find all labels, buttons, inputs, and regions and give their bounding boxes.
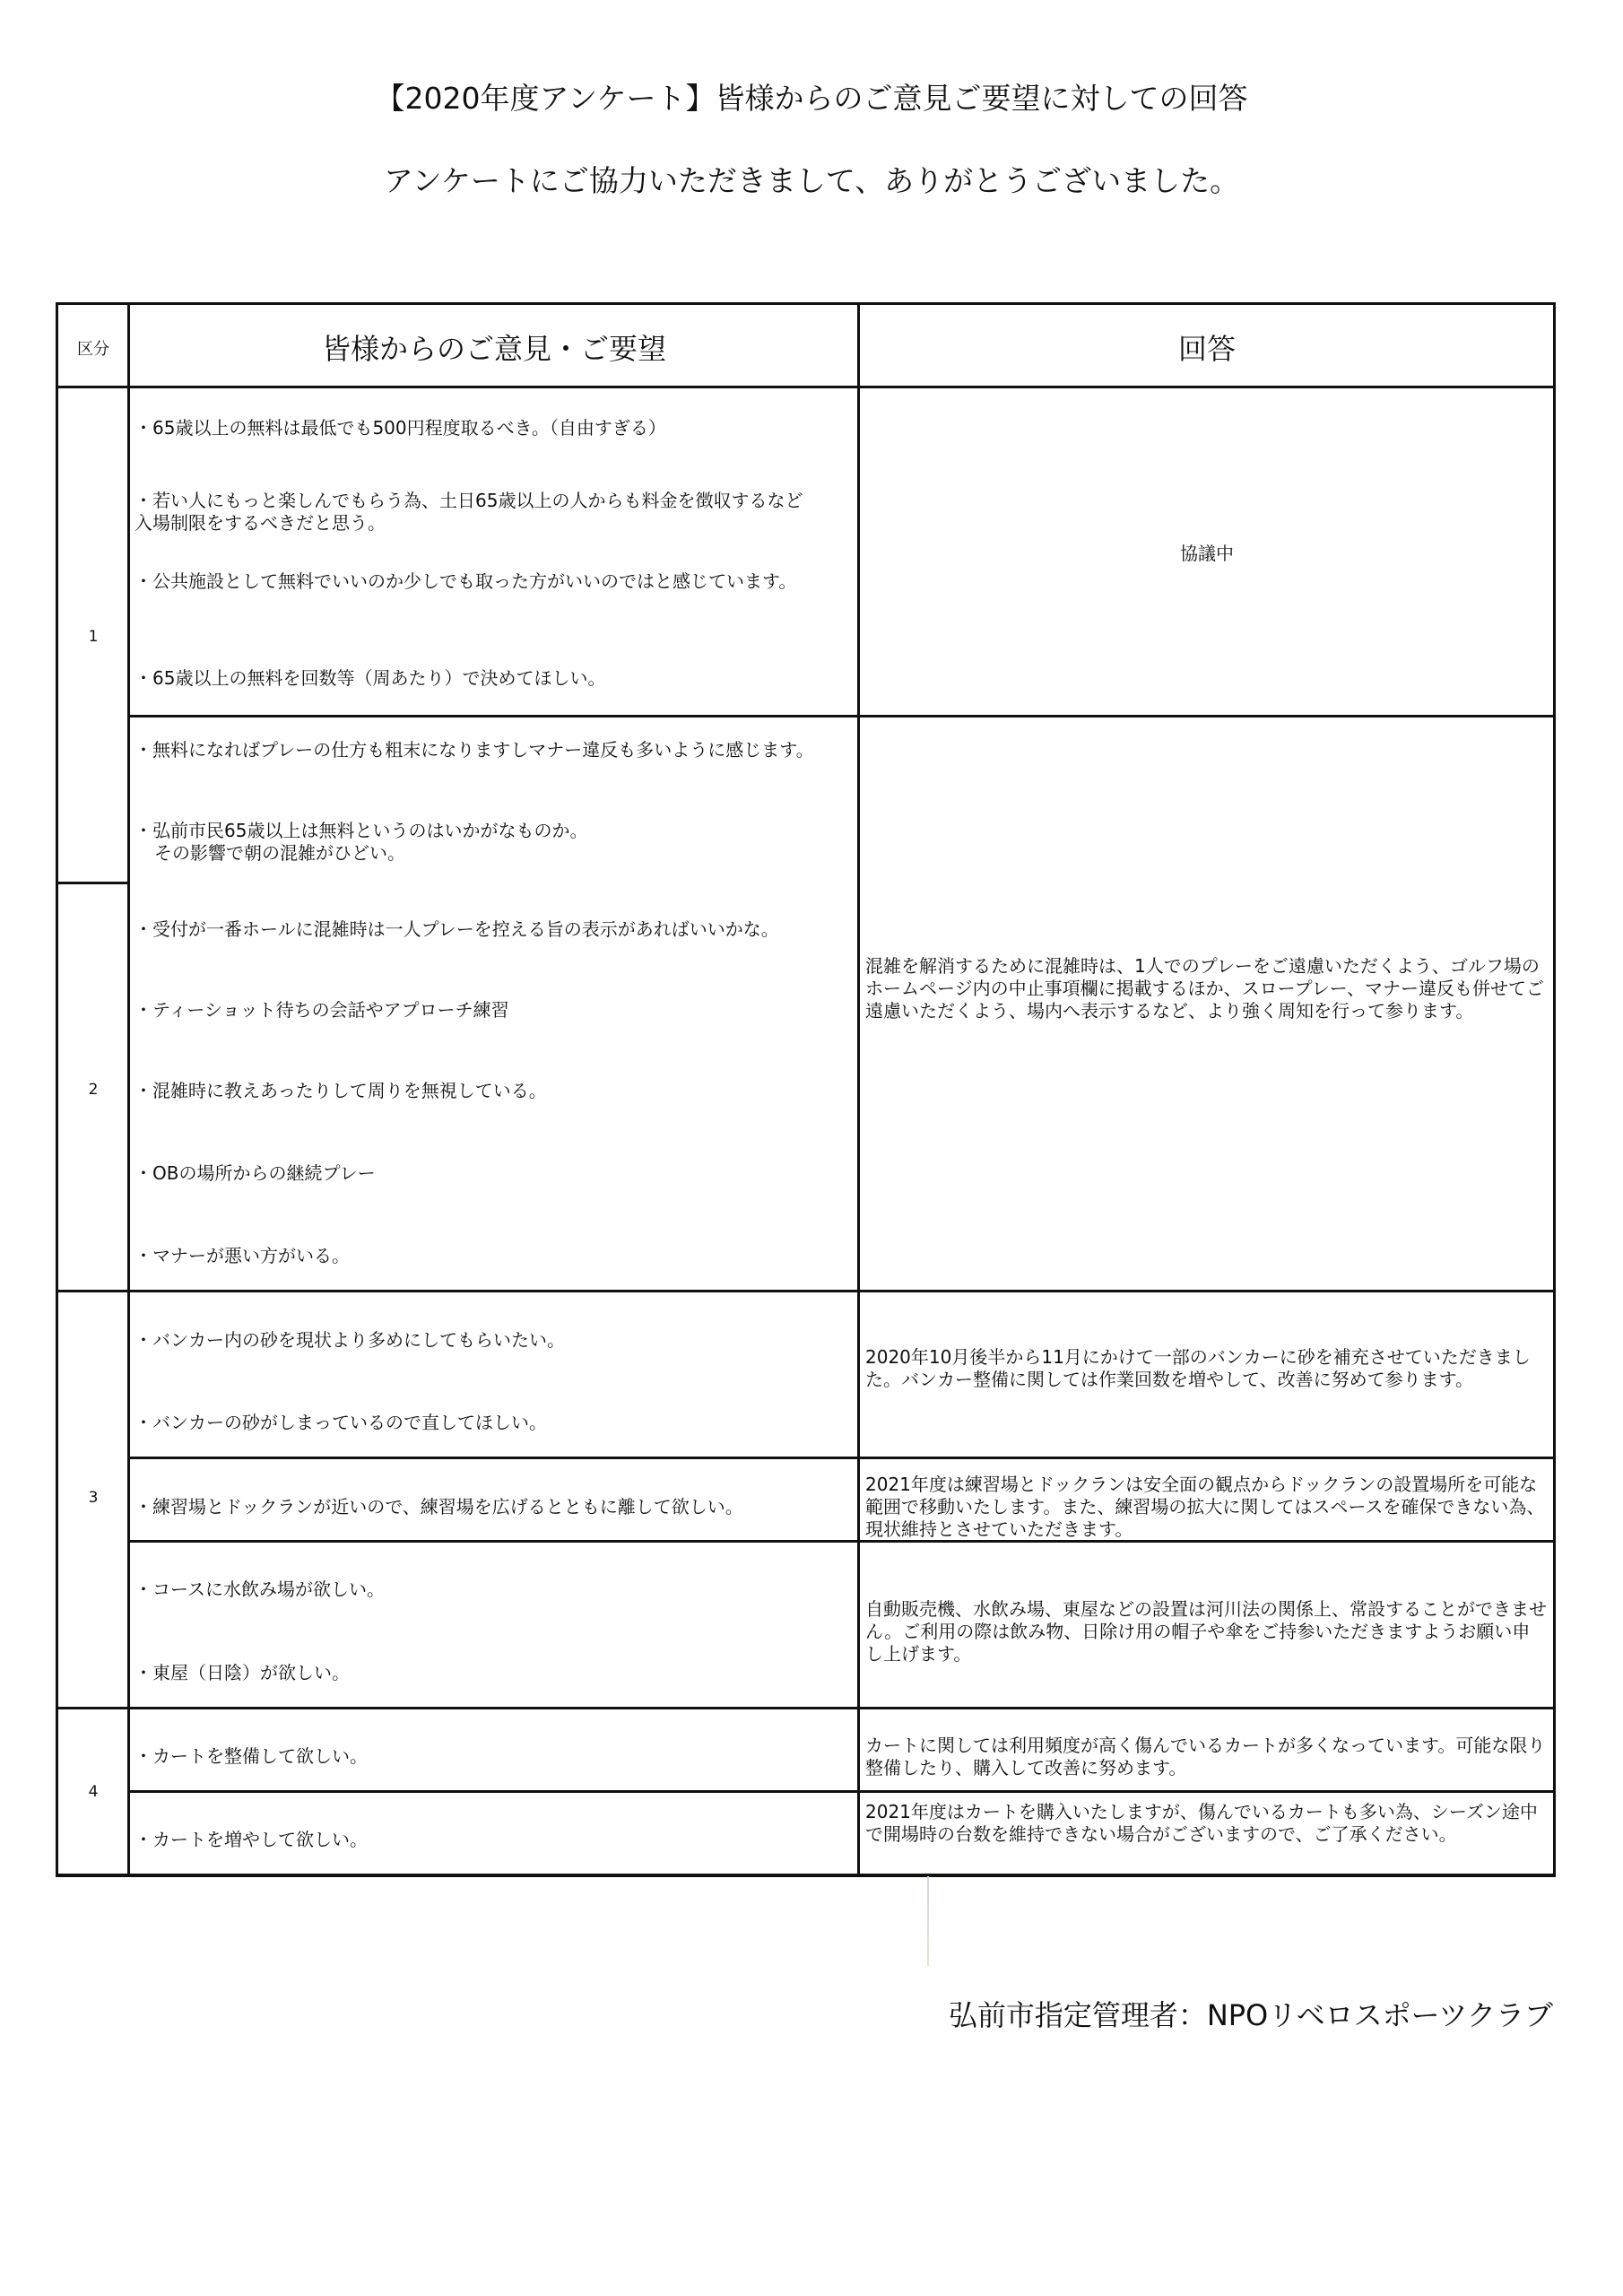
document-title: 【2020年度アンケート】皆様からのご意見ご要望に対しての回答 (375, 81, 1248, 116)
footer-organization: 弘前市指定管理者：NPOリベロスポーツクラブ (948, 1998, 1553, 2032)
answer-text: カートに関しては利用頻度が高く傷んでいるカートが多くなっています。可能な限り整備したり、購入して改善に努めます。 (865, 1735, 1546, 1779)
row-divider (128, 715, 1556, 718)
opinion-item: ・若い人にもっと楽しんでもらう為、土日65歳以上の人からも料金を徴収するなど 入場制限をするべきだと思う。 (135, 490, 839, 534)
kubun-1: 1 (88, 628, 99, 646)
opinion-item: ・ティーショット待ちの会話やアプローチ練習 (135, 999, 509, 1021)
opinion-item-continuation: その影響で朝の混雑がひどい。 (154, 842, 405, 864)
kubun-3: 3 (88, 1489, 99, 1507)
opinion-item: ・OBの場所からの継続プレー (135, 1162, 376, 1184)
opinion-item: ・バンカー内の砂を現状より多めにしてもらいたい。 (135, 1329, 565, 1351)
opinion-item: ・弘前市民65歳以上は無料というのはいかがなものか。 (135, 820, 588, 841)
header-divider (56, 386, 1556, 388)
column-divider (857, 302, 860, 1876)
answer-text: 2021年度は練習場とドックランは安全面の観点からドックランの設置場所を可能な範囲で移動いたします。また、練習場の拡大に関してはスペースを確保できない為、現状維持とさせていただきます。 (865, 1474, 1545, 1540)
document-subtitle: アンケートにご協力いただきまして、ありがとうございました。 (383, 163, 1240, 198)
opinion-item: ・バンカーの砂がしまっているので直してほしい。 (135, 1412, 547, 1433)
answer-text: 2021年度はカートを購入いたしますが、傷んでいるカートも多い為、シーズン途中で開場時の台数を維持できない場合がございますので、ご了承ください。 (865, 1801, 1538, 1845)
opinion-item: ・混雑時に教えあったりして周りを無視している。 (135, 1080, 547, 1101)
row-divider (56, 1707, 1556, 1709)
row-divider (128, 1457, 1556, 1459)
answer-text: 混雑を解消するために混雑時は、1人でのプレーをご遠慮いただくよう、ゴルフ場のホームページ内の中止事項欄に掲載するほか、スロープレー、マナー違反も併せてご遠慮いただくよう、場内へ表示するなど、より強く周知を行って参ります。 (865, 955, 1544, 1022)
opinion-item: ・公共施設として無料でいいのか少しでも取った方がいいのではと感じています。 (135, 570, 797, 592)
header-kubun: 区分 (77, 340, 109, 359)
opinion-item: ・受付が一番ホールに混雑時は一人プレーを控える旨の表示があればいいかな。 (135, 918, 779, 940)
opinion-item: ・カートを増やして欲しい。 (135, 1829, 368, 1850)
opinion-item: ・カートを整備して欲しい。 (135, 1745, 368, 1767)
row-divider (128, 1790, 1556, 1793)
opinion-item: ・マナーが悪い方がいる。 (135, 1245, 350, 1266)
answer-text: 2020年10月後半から11月にかけて一部のバンカーに砂を補充させていただきました。バンカー整備に関しては作業回数を増やして、改善に努めて参ります。 (865, 1346, 1531, 1390)
opinion-item: ・65歳以上の無料は最低でも500円程度取るべき。（自由すぎる） (135, 417, 666, 439)
kubun-4: 4 (88, 1783, 99, 1801)
opinion-item: ・東屋（日陰）が欲しい。 (135, 1662, 350, 1683)
kubun-divider (56, 882, 129, 884)
opinion-item: ・無料になればプレーの仕方も粗末になりますしマナー違反も多いように感じます。 (135, 739, 814, 761)
scan-artifact-line (927, 1876, 929, 1966)
kubun-2: 2 (88, 1081, 99, 1099)
table-border-top (56, 302, 1556, 305)
table-border-bottom (56, 1874, 1556, 1877)
opinion-item: ・コースに水飲み場が欲しい。 (135, 1578, 385, 1600)
opinion-item: ・65歳以上の無料を回数等（周あたり）で決めてほしい。 (135, 667, 606, 689)
answer-text: 自動販売機、水飲み場、東屋などの設置は河川法の関係上、常設することができません。ご利用の際は飲み物、日除け用の帽子や傘をご持参いただきますようお願い申し上げます。 (865, 1598, 1547, 1665)
table-border-right (1553, 302, 1556, 1876)
header-answer: 回答 (1177, 332, 1236, 366)
opinion-item: ・練習場とドックランが近いので、練習場を広げるとともに離して欲しい。 (135, 1496, 743, 1518)
header-opinions: 皆様からのご意見・ご要望 (321, 332, 666, 366)
row-divider (56, 1290, 1556, 1292)
answer-text: 協議中 (1180, 543, 1234, 564)
